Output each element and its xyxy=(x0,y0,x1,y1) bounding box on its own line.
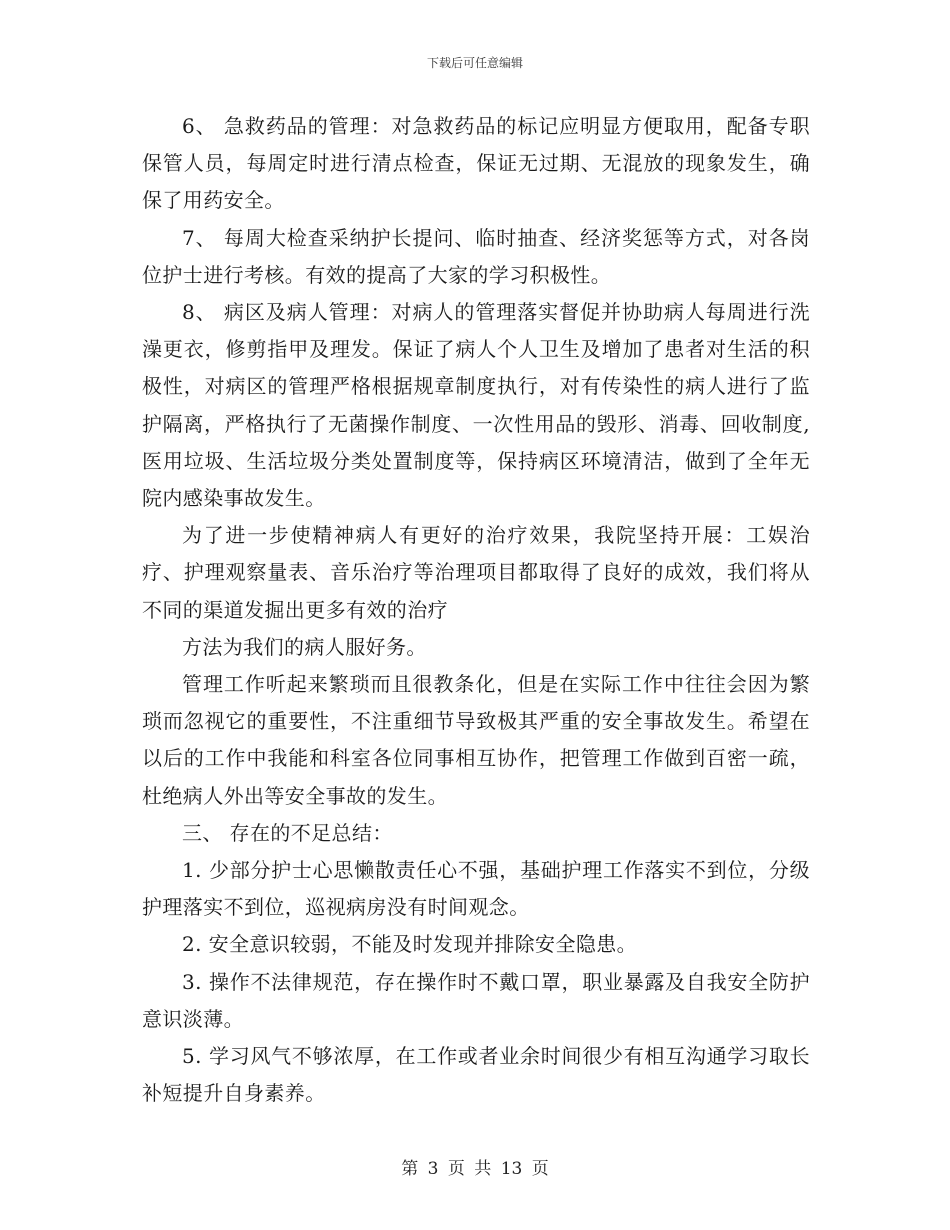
paragraph-treatment-continued: 方法为我们的病人服好务。 xyxy=(182,634,427,659)
shortcoming-item-5: 5. 学习风气不够浓厚，在工作或者业余时间很少有相互沟通学习取长补短提升自身素养。 xyxy=(142,1044,810,1106)
page-number-footer: 第 3 页 共 13 页 xyxy=(401,1159,549,1179)
paragraph-treatment: 为了进一步使精神病人有更好的治疗效果，我院坚持开展：工娱治疗、护理观察量表、音乐治疗等治理项目都取得了良好的成效，我们将从不同的渠道发掘出更多有效的治疗 xyxy=(142,523,810,622)
document-body xyxy=(142,108,810,1112)
shortcoming-item-1: 1. 少部分护士心思懒散责任心不强，基础护理工作落实不到位，分级护理落实不到位，巡视病房没有时间观念。 xyxy=(142,858,810,920)
shortcoming-item-3: 3. 操作不法律规范，存在操作时不戴口罩，职业暴露及自我安全防护意识淡薄。 xyxy=(142,969,810,1031)
page-header: 下载后可任意编辑 xyxy=(426,56,523,70)
section-heading-shortcomings: 三、 存在的不足总结： xyxy=(182,820,393,845)
shortcoming-item-2: 2. 安全意识较弱，不能及时发现并排除安全隐患。 xyxy=(182,932,638,957)
paragraph-item-8: 8、 病区及病人管理：对病人的管理落实督促并协助病人每周进行洗澡更衣，修剪指甲及理发。保证了病人个人卫生及增加了患者对生活的积极性，对病区的管理严格根据规章制度执行，对有传染性的病人进行了监护隔离，严格执行了无菌操作制度、一次性用品的毁形、消毒、回收制度,医用垃圾、生活垃圾分类处置制度等，保持病区环境清洁，做到了全年无院内感染事故发生。 xyxy=(142,300,810,511)
paragraph-item-7: 7、 每周大检查采纳护长提问、临时抽查、经济奖惩等方式，对各岗位护士进行考核。有效的提高了大家的学习积极性。 xyxy=(142,225,810,287)
paragraph-management-reflection: 管理工作听起来繁琐而且很教条化，但是在实际工作中往往会因为繁琐而忽视它的重要性，不注重细节导致极其严重的安全事故发生。希望在以后的工作中我能和科室各位同事相互协作，把管理工作做到百密一疏，杜绝病人外出等安全事故的发生。 xyxy=(142,672,810,808)
paragraph-item-6: 6、 急救药品的管理：对急救药品的标记应明显方便取用，配备专职保管人员，每周定时进行清点检查，保证无过期、无混放的现象发生，确保了用药安全。 xyxy=(142,114,810,213)
